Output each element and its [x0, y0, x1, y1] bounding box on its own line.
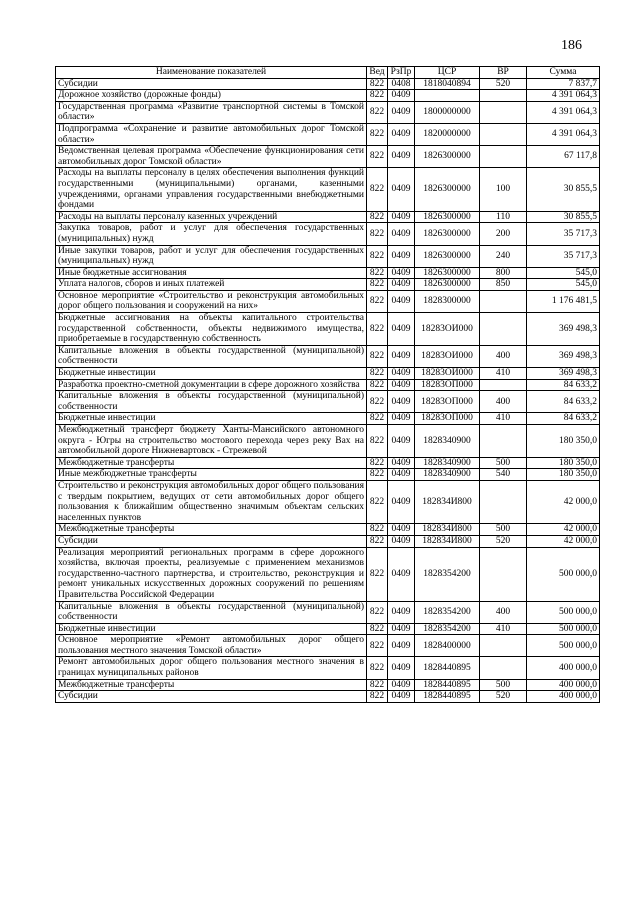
row-name-cell: Межбюджетные трансферты — [56, 457, 367, 469]
row-ved-cell: 822 — [367, 101, 388, 123]
row-rzpr-cell: 0409 — [388, 168, 415, 211]
row-sum-cell: 400 000,0 — [527, 691, 600, 703]
row-ved-cell: 822 — [367, 469, 388, 481]
row-name-cell: Субсидии — [56, 691, 367, 703]
row-vr-cell: 400 — [480, 391, 527, 413]
row-ved-cell: 822 — [367, 345, 388, 367]
budget-table — [55, 66, 600, 703]
row-name-cell: Капитальные вложения в объекты государственной (муниципальной) собственности — [56, 601, 367, 623]
row-sum-cell: 400 000,0 — [527, 679, 600, 691]
row-csr-cell: 1828354200 — [415, 623, 480, 635]
table-row — [56, 635, 600, 657]
header-rzpr: РзПр — [388, 67, 415, 79]
table-row — [56, 123, 600, 145]
row-csr-cell: 1820000000 — [415, 123, 480, 145]
row-name-cell: Капитальные вложения в объекты государственной (муниципальной) собственности — [56, 345, 367, 367]
table-row — [56, 313, 600, 346]
table-row — [56, 524, 600, 536]
row-name-cell: Бюджетные инвестиции — [56, 413, 367, 425]
table-row — [56, 547, 600, 601]
row-rzpr-cell: 0409 — [388, 480, 415, 523]
row-rzpr-cell: 0409 — [388, 245, 415, 267]
row-sum-cell: 180 350,0 — [527, 457, 600, 469]
row-csr-cell: 1828340900 — [415, 457, 480, 469]
row-sum-cell: 180 350,0 — [527, 469, 600, 481]
row-rzpr-cell: 0409 — [388, 146, 415, 168]
header-csr: ЦСР — [415, 67, 480, 79]
row-csr-cell: 1826300000 — [415, 211, 480, 223]
row-ved-cell: 822 — [367, 313, 388, 346]
row-sum-cell: 500 000,0 — [527, 547, 600, 601]
row-rzpr-cell: 0409 — [388, 368, 415, 380]
row-rzpr-cell: 0409 — [388, 123, 415, 145]
table-row — [56, 211, 600, 223]
row-ved-cell: 822 — [367, 379, 388, 391]
row-vr-cell: 110 — [480, 211, 527, 223]
row-csr-cell: 18283ОИ000 — [415, 368, 480, 380]
table-header-row — [56, 67, 600, 79]
row-csr-cell: 1826300000 — [415, 223, 480, 245]
header-name: Наименование показателей — [56, 67, 367, 79]
row-csr-cell: 18283ОП000 — [415, 413, 480, 425]
row-vr-cell: 410 — [480, 368, 527, 380]
header-sum: Сумма — [527, 67, 600, 79]
row-vr-cell: 410 — [480, 623, 527, 635]
row-ved-cell: 822 — [367, 290, 388, 312]
row-sum-cell: 35 717,3 — [527, 245, 600, 267]
row-sum-cell: 84 633,2 — [527, 391, 600, 413]
row-rzpr-cell: 0409 — [388, 457, 415, 469]
row-ved-cell: 822 — [367, 223, 388, 245]
row-name-cell: Закупка товаров, работ и услуг для обеспечения государственных (муниципальных) нужд — [56, 223, 367, 245]
row-sum-cell: 30 855,5 — [527, 168, 600, 211]
row-vr-cell: 200 — [480, 223, 527, 245]
row-csr-cell: 1818040894 — [415, 78, 480, 90]
row-sum-cell: 500 000,0 — [527, 623, 600, 635]
row-ved-cell: 822 — [367, 601, 388, 623]
table-row — [56, 679, 600, 691]
row-ved-cell: 822 — [367, 413, 388, 425]
table-row — [56, 223, 600, 245]
row-ved-cell: 822 — [367, 245, 388, 267]
row-sum-cell: 84 633,2 — [527, 379, 600, 391]
row-csr-cell: 1826300000 — [415, 279, 480, 291]
row-csr-cell: 1828300000 — [415, 290, 480, 312]
row-vr-cell: 850 — [480, 279, 527, 291]
row-vr-cell — [480, 313, 527, 346]
row-vr-cell: 400 — [480, 345, 527, 367]
row-rzpr-cell: 0409 — [388, 623, 415, 635]
row-name-cell: Капитальные вложения в объекты государственной (муниципальной) собственности — [56, 391, 367, 413]
row-name-cell: Уплата налогов, сборов и иных платежей — [56, 279, 367, 291]
row-name-cell: Строительство и реконструкция автомобильных дорог общего пользования с твердым покрытием, ведущих от сети автомобильных дорог общего пользования к ближайшим общественно значимым объектам сельских населенных пунктов — [56, 480, 367, 523]
row-name-cell: Бюджетные ассигнования на объекты капитального строительства государственной собственности, объекты недвижимого имущества, приобретаемые в государственную собственность — [56, 313, 367, 346]
row-ved-cell: 822 — [367, 123, 388, 145]
row-name-cell: Государственная программа «Развитие транспортной системы в Томской области» — [56, 101, 367, 123]
row-ved-cell: 822 — [367, 635, 388, 657]
row-name-cell: Ведомственная целевая программа «Обеспечение функционирования сети автомобильных дорог Томской области» — [56, 146, 367, 168]
row-name-cell: Основное мероприятие «Строительство и реконструкция автомобильных дорог общего пользования и сооружений на них» — [56, 290, 367, 312]
row-ved-cell: 822 — [367, 267, 388, 279]
row-csr-cell: 18283ОП000 — [415, 391, 480, 413]
row-vr-cell — [480, 547, 527, 601]
row-rzpr-cell: 0408 — [388, 78, 415, 90]
row-ved-cell: 822 — [367, 657, 388, 679]
row-csr-cell: 1828440895 — [415, 679, 480, 691]
row-rzpr-cell: 0409 — [388, 469, 415, 481]
row-name-cell: Межбюджетные трансферты — [56, 679, 367, 691]
table-row — [56, 146, 600, 168]
row-sum-cell: 500 000,0 — [527, 601, 600, 623]
row-vr-cell — [480, 290, 527, 312]
row-sum-cell: 4 391 064,3 — [527, 101, 600, 123]
row-rzpr-cell: 0409 — [388, 535, 415, 547]
header-vr: ВР — [480, 67, 527, 79]
row-name-cell: Расходы на выплаты персоналу казенных учреждений — [56, 211, 367, 223]
row-ved-cell: 822 — [367, 279, 388, 291]
row-vr-cell: 520 — [480, 691, 527, 703]
row-vr-cell: 240 — [480, 245, 527, 267]
row-rzpr-cell: 0409 — [388, 601, 415, 623]
row-ved-cell: 822 — [367, 425, 388, 458]
row-name-cell: Субсидии — [56, 78, 367, 90]
row-csr-cell: 182834И800 — [415, 524, 480, 536]
table-row — [56, 691, 600, 703]
row-sum-cell: 369 498,3 — [527, 368, 600, 380]
row-rzpr-cell: 0409 — [388, 657, 415, 679]
row-csr-cell: 1828354200 — [415, 547, 480, 601]
table-row — [56, 345, 600, 367]
row-vr-cell: 400 — [480, 601, 527, 623]
table-row — [56, 457, 600, 469]
row-sum-cell: 400 000,0 — [527, 657, 600, 679]
row-vr-cell — [480, 90, 527, 102]
row-vr-cell — [480, 123, 527, 145]
table-row — [56, 601, 600, 623]
table-row — [56, 90, 600, 102]
row-vr-cell: 520 — [480, 535, 527, 547]
row-csr-cell: 1828400000 — [415, 635, 480, 657]
table-row — [56, 657, 600, 679]
row-vr-cell — [480, 146, 527, 168]
row-rzpr-cell: 0409 — [388, 547, 415, 601]
row-ved-cell: 822 — [367, 480, 388, 523]
row-name-cell: Бюджетные инвестиции — [56, 623, 367, 635]
row-rzpr-cell: 0409 — [388, 425, 415, 458]
header-ved: Вед — [367, 67, 388, 79]
row-vr-cell: 500 — [480, 457, 527, 469]
row-vr-cell: 540 — [480, 469, 527, 481]
row-name-cell: Подпрограмма «Сохранение и развитие автомобильных дорог Томской области» — [56, 123, 367, 145]
row-ved-cell: 822 — [367, 78, 388, 90]
row-csr-cell: 18283ОИ000 — [415, 313, 480, 346]
page-number: 186 — [561, 38, 582, 53]
row-sum-cell: 180 350,0 — [527, 425, 600, 458]
table-row — [56, 78, 600, 90]
row-sum-cell: 30 855,5 — [527, 211, 600, 223]
table-row — [56, 168, 600, 211]
row-vr-cell: 500 — [480, 679, 527, 691]
row-csr-cell: 1828440895 — [415, 691, 480, 703]
row-ved-cell: 822 — [367, 168, 388, 211]
row-rzpr-cell: 0409 — [388, 524, 415, 536]
row-csr-cell — [415, 90, 480, 102]
row-rzpr-cell: 0409 — [388, 345, 415, 367]
row-name-cell: Иные закупки товаров, работ и услуг для обеспечения государственных (муниципальных) нужд — [56, 245, 367, 267]
row-sum-cell: 545,0 — [527, 279, 600, 291]
row-csr-cell: 18283ОИ000 — [415, 345, 480, 367]
row-rzpr-cell: 0409 — [388, 379, 415, 391]
row-vr-cell — [480, 379, 527, 391]
row-sum-cell: 1 176 481,5 — [527, 290, 600, 312]
row-name-cell: Ремонт автомобильных дорог общего пользования местного значения в границах муниципальных районов — [56, 657, 367, 679]
row-sum-cell: 369 498,3 — [527, 313, 600, 346]
row-csr-cell: 1826300000 — [415, 146, 480, 168]
row-csr-cell: 1828340900 — [415, 469, 480, 481]
row-name-cell: Иные межбюджетные трансферты — [56, 469, 367, 481]
row-ved-cell: 822 — [367, 524, 388, 536]
row-rzpr-cell: 0409 — [388, 679, 415, 691]
row-sum-cell: 42 000,0 — [527, 524, 600, 536]
table-row — [56, 267, 600, 279]
row-sum-cell: 545,0 — [527, 267, 600, 279]
row-vr-cell: 520 — [480, 78, 527, 90]
row-csr-cell: 1826300000 — [415, 168, 480, 211]
row-ved-cell: 822 — [367, 535, 388, 547]
row-csr-cell: 182834И800 — [415, 535, 480, 547]
table-row — [56, 245, 600, 267]
row-ved-cell: 822 — [367, 391, 388, 413]
row-ved-cell: 822 — [367, 146, 388, 168]
row-name-cell: Межбюджетные трансферты — [56, 524, 367, 536]
row-csr-cell: 18283ОП000 — [415, 379, 480, 391]
row-sum-cell: 369 498,3 — [527, 345, 600, 367]
row-csr-cell: 1826300000 — [415, 267, 480, 279]
row-ved-cell: 822 — [367, 90, 388, 102]
row-csr-cell: 1800000000 — [415, 101, 480, 123]
row-rzpr-cell: 0409 — [388, 635, 415, 657]
table-body — [56, 78, 600, 702]
row-ved-cell: 822 — [367, 623, 388, 635]
row-sum-cell: 67 117,8 — [527, 146, 600, 168]
row-rzpr-cell: 0409 — [388, 279, 415, 291]
row-csr-cell: 1828354200 — [415, 601, 480, 623]
row-rzpr-cell: 0409 — [388, 413, 415, 425]
row-vr-cell: 800 — [480, 267, 527, 279]
table-row — [56, 535, 600, 547]
table-row — [56, 425, 600, 458]
row-rzpr-cell: 0409 — [388, 211, 415, 223]
row-name-cell: Разработка проектно-сметной документации в сфере дорожного хозяйства — [56, 379, 367, 391]
row-vr-cell: 410 — [480, 413, 527, 425]
table-row — [56, 469, 600, 481]
table-row — [56, 379, 600, 391]
row-rzpr-cell: 0409 — [388, 313, 415, 346]
row-ved-cell: 822 — [367, 457, 388, 469]
row-sum-cell: 35 717,3 — [527, 223, 600, 245]
table-row — [56, 413, 600, 425]
table-row — [56, 368, 600, 380]
row-csr-cell: 1826300000 — [415, 245, 480, 267]
row-name-cell: Бюджетные инвестиции — [56, 368, 367, 380]
row-rzpr-cell: 0409 — [388, 391, 415, 413]
table-row — [56, 290, 600, 312]
row-csr-cell: 1828440895 — [415, 657, 480, 679]
row-sum-cell: 7 837,7 — [527, 78, 600, 90]
row-vr-cell: 500 — [480, 524, 527, 536]
table-row — [56, 623, 600, 635]
row-sum-cell: 42 000,0 — [527, 480, 600, 523]
row-name-cell: Расходы на выплаты персоналу в целях обеспечения выполнения функций государственными (муниципальными) органами, казенными учреждениями, органами управления государственными внебюджетными фондами — [56, 168, 367, 211]
row-vr-cell — [480, 101, 527, 123]
row-csr-cell: 182834И800 — [415, 480, 480, 523]
table-row — [56, 279, 600, 291]
row-ved-cell: 822 — [367, 211, 388, 223]
row-name-cell: Иные бюджетные ассигнования — [56, 267, 367, 279]
row-vr-cell — [480, 657, 527, 679]
row-sum-cell: 4 391 064,3 — [527, 90, 600, 102]
row-vr-cell — [480, 480, 527, 523]
row-sum-cell: 42 000,0 — [527, 535, 600, 547]
table-row — [56, 101, 600, 123]
row-name-cell: Реализация мероприятий региональных программ в сфере дорожного хозяйства, включая проекты, реализуемые с применением механизмов государственно-частного партнерства, и строительство, реконструкция и ремонт уникальных искусственных дорожных сооружений по решениям Правительства Российской Федерации — [56, 547, 367, 601]
row-rzpr-cell: 0409 — [388, 290, 415, 312]
row-csr-cell: 1828340900 — [415, 425, 480, 458]
row-ved-cell: 822 — [367, 368, 388, 380]
row-ved-cell: 822 — [367, 547, 388, 601]
row-sum-cell: 500 000,0 — [527, 635, 600, 657]
row-vr-cell — [480, 635, 527, 657]
row-rzpr-cell: 0409 — [388, 267, 415, 279]
row-rzpr-cell: 0409 — [388, 223, 415, 245]
row-ved-cell: 822 — [367, 691, 388, 703]
row-name-cell: Основное мероприятие «Ремонт автомобильных дорог общего пользования местного значения Томской области» — [56, 635, 367, 657]
row-rzpr-cell: 0409 — [388, 90, 415, 102]
row-ved-cell: 822 — [367, 679, 388, 691]
table-row — [56, 480, 600, 523]
row-sum-cell: 4 391 064,3 — [527, 123, 600, 145]
row-rzpr-cell: 0409 — [388, 691, 415, 703]
row-sum-cell: 84 633,2 — [527, 413, 600, 425]
row-name-cell: Межбюджетный трансферт бюджету Ханты-Мансийского автономного округа - Югры на строительство мостового перехода через реку Вах на автомобильной дороге Нижневартовск - Стрежевой — [56, 425, 367, 458]
row-name-cell: Субсидии — [56, 535, 367, 547]
row-rzpr-cell: 0409 — [388, 101, 415, 123]
row-vr-cell: 100 — [480, 168, 527, 211]
row-name-cell: Дорожное хозяйство (дорожные фонды) — [56, 90, 367, 102]
row-vr-cell — [480, 425, 527, 458]
table-row — [56, 391, 600, 413]
